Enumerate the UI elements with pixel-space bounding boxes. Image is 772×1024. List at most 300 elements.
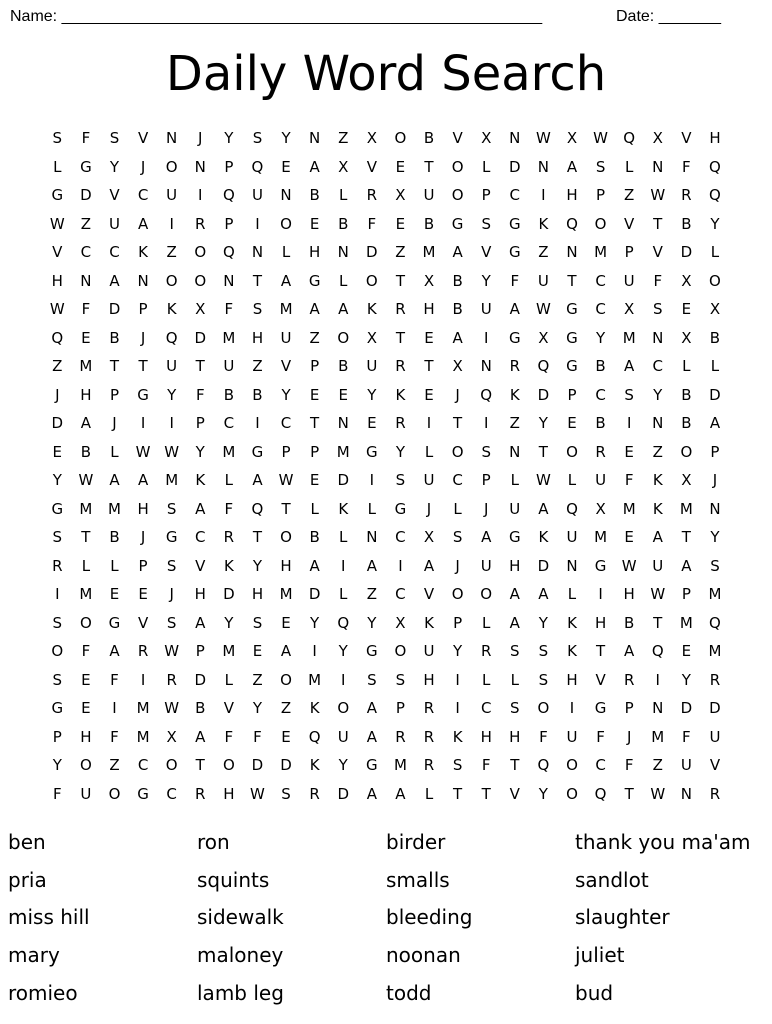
grid-cell[interactable]: V: [509, 784, 520, 803]
grid-cell[interactable]: F: [224, 300, 234, 319]
grid-cell[interactable]: N: [566, 556, 578, 575]
grid-cell[interactable]: U: [537, 271, 549, 290]
grid-cell[interactable]: X: [452, 357, 463, 376]
grid-cell[interactable]: T: [510, 756, 520, 775]
grid-cell[interactable]: O: [566, 442, 578, 461]
grid-cell[interactable]: G: [394, 499, 407, 518]
grid-cell[interactable]: J: [55, 385, 60, 404]
grid-cell[interactable]: M: [222, 442, 236, 461]
grid-cell[interactable]: P: [281, 442, 291, 461]
grid-cell[interactable]: I: [55, 585, 60, 604]
grid-cell[interactable]: X: [709, 300, 721, 319]
grid-cell[interactable]: Z: [280, 699, 292, 718]
grid-cell[interactable]: Q: [709, 157, 721, 176]
grid-cell[interactable]: N: [652, 328, 664, 347]
grid-cell[interactable]: E: [52, 442, 63, 461]
grid-cell[interactable]: H: [223, 784, 235, 803]
grid-cell[interactable]: T: [424, 357, 434, 376]
grid-cell[interactable]: K: [223, 556, 234, 575]
grid-cell[interactable]: T: [424, 157, 434, 176]
grid-cell[interactable]: O: [451, 157, 464, 176]
grid-cell[interactable]: O: [280, 670, 292, 689]
grid-cell[interactable]: X: [366, 129, 377, 148]
grid-cell[interactable]: H: [51, 271, 63, 290]
grid-cell[interactable]: Y: [52, 471, 62, 490]
grid-cell[interactable]: G: [108, 613, 121, 632]
grid-cell[interactable]: Y: [453, 642, 463, 661]
grid-cell[interactable]: Z: [166, 243, 177, 262]
grid-cell[interactable]: C: [509, 186, 521, 205]
grid-cell[interactable]: A: [280, 271, 292, 290]
grid-cell[interactable]: G: [137, 385, 149, 404]
grid-cell[interactable]: Y: [252, 699, 263, 718]
grid-cell[interactable]: J: [483, 499, 489, 518]
grid-cell[interactable]: V: [223, 699, 234, 718]
grid-cell[interactable]: L: [624, 157, 634, 176]
grid-cell[interactable]: A: [109, 642, 120, 661]
grid-cell[interactable]: M: [622, 328, 636, 347]
grid-cell[interactable]: S: [281, 784, 291, 803]
grid-cell[interactable]: I: [626, 414, 632, 433]
grid-cell[interactable]: M: [651, 727, 665, 746]
grid-cell[interactable]: B: [252, 385, 263, 404]
grid-cell[interactable]: A: [109, 471, 120, 490]
grid-cell[interactable]: R: [423, 699, 435, 718]
grid-cell[interactable]: D: [709, 699, 721, 718]
grid-cell[interactable]: D: [194, 670, 207, 689]
grid-cell[interactable]: I: [455, 699, 460, 718]
grid-cell[interactable]: G: [165, 528, 178, 547]
grid-cell[interactable]: Y: [338, 756, 348, 775]
grid-cell[interactable]: M: [108, 499, 121, 518]
grid-cell[interactable]: N: [194, 157, 206, 176]
grid-cell[interactable]: W: [593, 129, 608, 148]
grid-cell[interactable]: Q: [165, 328, 178, 347]
grid-cell[interactable]: F: [596, 727, 605, 746]
grid-cell[interactable]: H: [509, 556, 521, 575]
grid-cell[interactable]: Y: [595, 328, 606, 347]
grid-cell[interactable]: L: [424, 784, 434, 803]
grid-cell[interactable]: K: [309, 756, 320, 775]
grid-cell[interactable]: G: [51, 699, 64, 718]
letter-grid[interactable]: [43, 124, 729, 808]
grid-cell[interactable]: O: [451, 585, 464, 604]
grid-cell[interactable]: J: [140, 328, 146, 347]
grid-cell[interactable]: A: [566, 157, 578, 176]
grid-cell[interactable]: P: [453, 613, 463, 632]
grid-cell[interactable]: H: [309, 243, 321, 262]
grid-cell[interactable]: L: [453, 499, 462, 518]
grid-cell[interactable]: Q: [623, 129, 636, 148]
grid-cell[interactable]: D: [223, 585, 235, 604]
grid-cell[interactable]: O: [79, 613, 92, 632]
grid-cell[interactable]: J: [455, 385, 460, 404]
grid-cell[interactable]: U: [709, 727, 721, 746]
grid-cell[interactable]: T: [252, 271, 263, 290]
grid-cell[interactable]: A: [280, 642, 292, 661]
grid-cell[interactable]: I: [255, 214, 260, 233]
grid-cell[interactable]: B: [624, 613, 635, 632]
grid-cell[interactable]: Q: [594, 784, 607, 803]
grid-cell[interactable]: K: [567, 613, 577, 632]
grid-cell[interactable]: Y: [538, 613, 548, 632]
grid-cell[interactable]: G: [508, 328, 521, 347]
grid-cell[interactable]: Y: [109, 157, 120, 176]
grid-cell[interactable]: F: [195, 385, 205, 404]
grid-cell[interactable]: Z: [652, 756, 663, 775]
grid-cell[interactable]: A: [366, 699, 377, 718]
grid-cell[interactable]: A: [366, 556, 377, 575]
grid-cell[interactable]: U: [166, 186, 178, 205]
grid-cell[interactable]: D: [509, 157, 521, 176]
grid-cell[interactable]: R: [223, 528, 235, 547]
grid-cell[interactable]: N: [652, 699, 664, 718]
grid-cell[interactable]: C: [223, 414, 235, 433]
grid-cell[interactable]: Y: [338, 642, 348, 661]
grid-cell[interactable]: C: [595, 300, 606, 319]
grid-cell[interactable]: Y: [481, 271, 491, 290]
grid-cell[interactable]: W: [164, 442, 180, 461]
grid-cell[interactable]: A: [509, 613, 520, 632]
grid-cell[interactable]: X: [481, 129, 492, 148]
grid-cell[interactable]: B: [80, 442, 92, 461]
grid-cell[interactable]: I: [112, 699, 117, 718]
grid-cell[interactable]: C: [280, 414, 292, 433]
grid-cell[interactable]: N: [680, 784, 692, 803]
grid-cell[interactable]: N: [652, 414, 664, 433]
grid-cell[interactable]: M: [136, 727, 150, 746]
grid-cell[interactable]: O: [337, 699, 350, 718]
grid-cell[interactable]: R: [52, 556, 63, 575]
grid-cell[interactable]: S: [252, 129, 263, 148]
grid-cell[interactable]: H: [280, 556, 292, 575]
grid-cell[interactable]: H: [137, 499, 149, 518]
grid-cell[interactable]: U: [223, 357, 235, 376]
grid-cell[interactable]: T: [395, 271, 405, 290]
grid-cell[interactable]: M: [622, 499, 636, 518]
grid-cell[interactable]: A: [538, 499, 549, 518]
grid-cell[interactable]: P: [195, 642, 205, 661]
grid-cell[interactable]: A: [624, 357, 635, 376]
grid-cell[interactable]: I: [140, 670, 146, 689]
grid-cell[interactable]: B: [423, 129, 435, 148]
grid-cell[interactable]: O: [680, 442, 693, 461]
grid-cell[interactable]: L: [567, 585, 577, 604]
grid-cell[interactable]: O: [51, 642, 64, 661]
grid-cell[interactable]: X: [652, 129, 663, 148]
grid-cell[interactable]: F: [539, 727, 548, 746]
grid-cell[interactable]: E: [309, 214, 320, 233]
grid-cell[interactable]: Z: [252, 357, 263, 376]
grid-cell[interactable]: O: [108, 784, 121, 803]
grid-cell[interactable]: F: [682, 727, 691, 746]
grid-cell[interactable]: M: [222, 328, 236, 347]
grid-cell[interactable]: S: [166, 556, 177, 575]
grid-cell[interactable]: A: [709, 414, 721, 433]
grid-cell[interactable]: U: [366, 357, 378, 376]
grid-cell[interactable]: Y: [681, 670, 691, 689]
grid-cell[interactable]: P: [481, 471, 491, 490]
grid-cell[interactable]: L: [482, 157, 491, 176]
grid-cell[interactable]: A: [452, 243, 463, 262]
grid-cell[interactable]: M: [165, 471, 179, 490]
grid-cell[interactable]: T: [653, 613, 663, 632]
grid-cell[interactable]: Y: [538, 784, 548, 803]
grid-cell[interactable]: D: [366, 243, 378, 262]
grid-cell[interactable]: S: [595, 157, 606, 176]
grid-cell[interactable]: L: [339, 186, 348, 205]
grid-cell[interactable]: E: [424, 385, 434, 404]
grid-cell[interactable]: A: [309, 157, 320, 176]
grid-cell[interactable]: R: [166, 670, 177, 689]
grid-cell[interactable]: N: [280, 186, 292, 205]
grid-cell[interactable]: P: [567, 385, 577, 404]
grid-cell[interactable]: W: [49, 300, 65, 319]
grid-cell[interactable]: I: [169, 414, 174, 433]
grid-cell[interactable]: B: [109, 328, 120, 347]
grid-cell[interactable]: B: [595, 357, 606, 376]
grid-cell[interactable]: F: [624, 756, 634, 775]
grid-cell[interactable]: B: [109, 528, 120, 547]
grid-cell[interactable]: Z: [252, 670, 263, 689]
grid-cell[interactable]: J: [112, 414, 117, 433]
grid-cell[interactable]: O: [566, 756, 578, 775]
grid-cell[interactable]: N: [509, 442, 521, 461]
grid-cell[interactable]: P: [310, 357, 320, 376]
grid-cell[interactable]: P: [681, 585, 691, 604]
grid-cell[interactable]: L: [281, 243, 291, 262]
grid-cell[interactable]: T: [310, 414, 320, 433]
grid-cell[interactable]: Q: [709, 186, 721, 205]
grid-cell[interactable]: A: [681, 556, 692, 575]
grid-cell[interactable]: U: [337, 727, 349, 746]
grid-cell[interactable]: E: [281, 613, 291, 632]
grid-cell[interactable]: M: [422, 243, 436, 262]
grid-cell[interactable]: E: [681, 642, 692, 661]
grid-cell[interactable]: O: [165, 271, 178, 290]
grid-cell[interactable]: P: [395, 699, 405, 718]
grid-cell[interactable]: K: [652, 471, 663, 490]
grid-cell[interactable]: Z: [538, 243, 549, 262]
grid-cell[interactable]: Y: [224, 129, 234, 148]
grid-cell[interactable]: L: [510, 471, 519, 490]
grid-cell[interactable]: X: [366, 328, 377, 347]
grid-cell[interactable]: O: [337, 328, 350, 347]
grid-cell[interactable]: J: [198, 129, 203, 148]
grid-cell[interactable]: S: [653, 300, 663, 319]
grid-cell[interactable]: R: [623, 670, 635, 689]
grid-cell[interactable]: Z: [309, 328, 320, 347]
grid-cell[interactable]: C: [480, 699, 492, 718]
grid-cell[interactable]: K: [509, 385, 520, 404]
grid-cell[interactable]: Z: [338, 129, 349, 148]
grid-cell[interactable]: P: [224, 157, 234, 176]
grid-cell[interactable]: G: [508, 243, 521, 262]
grid-cell[interactable]: G: [366, 756, 378, 775]
grid-cell[interactable]: H: [709, 129, 721, 148]
grid-cell[interactable]: U: [480, 556, 492, 575]
grid-cell[interactable]: B: [338, 357, 349, 376]
grid-cell[interactable]: E: [138, 585, 148, 604]
grid-cell[interactable]: T: [281, 499, 291, 518]
grid-cell[interactable]: C: [109, 243, 120, 262]
grid-cell[interactable]: N: [366, 528, 378, 547]
grid-cell[interactable]: O: [280, 214, 292, 233]
grid-cell[interactable]: B: [681, 214, 692, 233]
grid-cell[interactable]: T: [624, 784, 634, 803]
grid-cell[interactable]: I: [312, 642, 317, 661]
grid-cell[interactable]: R: [423, 756, 435, 775]
grid-cell[interactable]: U: [423, 471, 435, 490]
grid-cell[interactable]: Q: [222, 186, 235, 205]
grid-cell[interactable]: U: [280, 328, 292, 347]
grid-cell[interactable]: M: [279, 300, 293, 319]
grid-cell[interactable]: I: [341, 670, 346, 689]
grid-cell[interactable]: D: [680, 243, 693, 262]
grid-cell[interactable]: I: [541, 186, 546, 205]
grid-cell[interactable]: L: [567, 471, 577, 490]
grid-cell[interactable]: A: [652, 528, 663, 547]
grid-cell[interactable]: L: [482, 670, 491, 689]
grid-cell[interactable]: U: [423, 642, 435, 661]
grid-cell[interactable]: P: [52, 727, 62, 746]
grid-cell[interactable]: S: [624, 385, 634, 404]
grid-cell[interactable]: Z: [652, 442, 663, 461]
grid-cell[interactable]: J: [712, 471, 718, 490]
grid-cell[interactable]: I: [140, 414, 146, 433]
grid-cell[interactable]: B: [338, 214, 349, 233]
grid-cell[interactable]: A: [309, 556, 320, 575]
grid-cell[interactable]: L: [424, 442, 434, 461]
grid-cell[interactable]: D: [337, 471, 350, 490]
grid-cell[interactable]: D: [280, 756, 292, 775]
grid-cell[interactable]: Y: [538, 414, 548, 433]
grid-cell[interactable]: C: [137, 186, 149, 205]
grid-cell[interactable]: X: [195, 300, 206, 319]
grid-cell[interactable]: C: [137, 756, 149, 775]
grid-cell[interactable]: F: [481, 756, 491, 775]
grid-cell[interactable]: F: [81, 129, 91, 148]
grid-cell[interactable]: V: [52, 243, 63, 262]
grid-cell[interactable]: N: [509, 129, 521, 148]
grid-cell[interactable]: R: [395, 300, 406, 319]
grid-cell[interactable]: X: [595, 499, 606, 518]
grid-cell[interactable]: B: [309, 186, 320, 205]
grid-cell[interactable]: M: [79, 357, 93, 376]
grid-cell[interactable]: R: [366, 186, 378, 205]
grid-cell[interactable]: H: [509, 727, 521, 746]
grid-cell[interactable]: B: [681, 414, 692, 433]
date-field[interactable]: Date: _______: [616, 8, 721, 25]
grid-cell[interactable]: P: [310, 442, 320, 461]
grid-cell[interactable]: M: [308, 670, 322, 689]
grid-cell[interactable]: W: [250, 784, 265, 803]
grid-cell[interactable]: L: [224, 471, 234, 490]
grid-cell[interactable]: N: [80, 271, 92, 290]
grid-cell[interactable]: E: [309, 385, 320, 404]
grid-cell[interactable]: N: [709, 499, 721, 518]
grid-cell[interactable]: Z: [509, 414, 520, 433]
grid-cell[interactable]: K: [452, 727, 463, 746]
grid-cell[interactable]: H: [566, 670, 578, 689]
grid-cell[interactable]: X: [681, 328, 692, 347]
grid-cell[interactable]: D: [680, 699, 693, 718]
grid-cell[interactable]: V: [280, 357, 292, 376]
grid-cell[interactable]: O: [194, 243, 207, 262]
grid-cell[interactable]: G: [566, 357, 578, 376]
grid-cell[interactable]: S: [109, 129, 120, 148]
grid-cell[interactable]: K: [195, 471, 206, 490]
grid-cell[interactable]: U: [80, 784, 92, 803]
grid-cell[interactable]: E: [567, 414, 577, 433]
grid-cell[interactable]: D: [251, 756, 264, 775]
grid-cell[interactable]: G: [594, 699, 607, 718]
grid-cell[interactable]: X: [395, 613, 406, 632]
grid-cell[interactable]: U: [108, 214, 120, 233]
grid-cell[interactable]: C: [395, 528, 406, 547]
grid-cell[interactable]: I: [398, 556, 403, 575]
grid-cell[interactable]: V: [624, 214, 635, 233]
grid-cell[interactable]: E: [109, 585, 120, 604]
grid-cell[interactable]: L: [339, 528, 348, 547]
grid-cell[interactable]: M: [79, 499, 93, 518]
grid-cell[interactable]: H: [423, 670, 435, 689]
grid-cell[interactable]: Y: [195, 442, 205, 461]
grid-cell[interactable]: Z: [52, 357, 63, 376]
grid-cell[interactable]: S: [52, 528, 63, 547]
grid-cell[interactable]: E: [81, 328, 91, 347]
grid-cell[interactable]: W: [78, 471, 94, 490]
grid-cell[interactable]: R: [509, 357, 521, 376]
grid-cell[interactable]: H: [251, 585, 264, 604]
grid-cell[interactable]: V: [137, 613, 149, 632]
grid-cell[interactable]: D: [709, 385, 721, 404]
grid-cell[interactable]: E: [281, 157, 291, 176]
grid-cell[interactable]: F: [682, 157, 691, 176]
grid-cell[interactable]: S: [252, 300, 263, 319]
grid-cell[interactable]: Q: [251, 499, 264, 518]
grid-cell[interactable]: R: [480, 642, 492, 661]
grid-cell[interactable]: I: [255, 414, 260, 433]
grid-cell[interactable]: H: [80, 385, 92, 404]
grid-cell[interactable]: Z: [80, 214, 92, 233]
grid-cell[interactable]: O: [280, 528, 292, 547]
grid-cell[interactable]: N: [337, 414, 349, 433]
grid-cell[interactable]: I: [598, 585, 603, 604]
grid-cell[interactable]: Q: [537, 357, 550, 376]
grid-cell[interactable]: A: [366, 784, 377, 803]
grid-cell[interactable]: S: [538, 642, 549, 661]
grid-cell[interactable]: O: [79, 756, 92, 775]
grid-cell[interactable]: O: [394, 129, 407, 148]
grid-cell[interactable]: S: [538, 670, 549, 689]
grid-cell[interactable]: T: [195, 756, 205, 775]
grid-cell[interactable]: T: [481, 784, 491, 803]
grid-cell[interactable]: U: [509, 499, 521, 518]
grid-cell[interactable]: I: [169, 214, 174, 233]
grid-cell[interactable]: F: [110, 727, 119, 746]
grid-cell[interactable]: K: [366, 300, 377, 319]
grid-cell[interactable]: A: [481, 528, 492, 547]
grid-cell[interactable]: C: [80, 243, 92, 262]
grid-cell[interactable]: T: [252, 528, 263, 547]
grid-cell[interactable]: F: [367, 214, 377, 233]
grid-cell[interactable]: X: [566, 129, 578, 148]
grid-cell[interactable]: E: [338, 385, 348, 404]
grid-cell[interactable]: B: [223, 385, 234, 404]
grid-cell[interactable]: K: [338, 499, 349, 518]
grid-cell[interactable]: U: [680, 756, 692, 775]
